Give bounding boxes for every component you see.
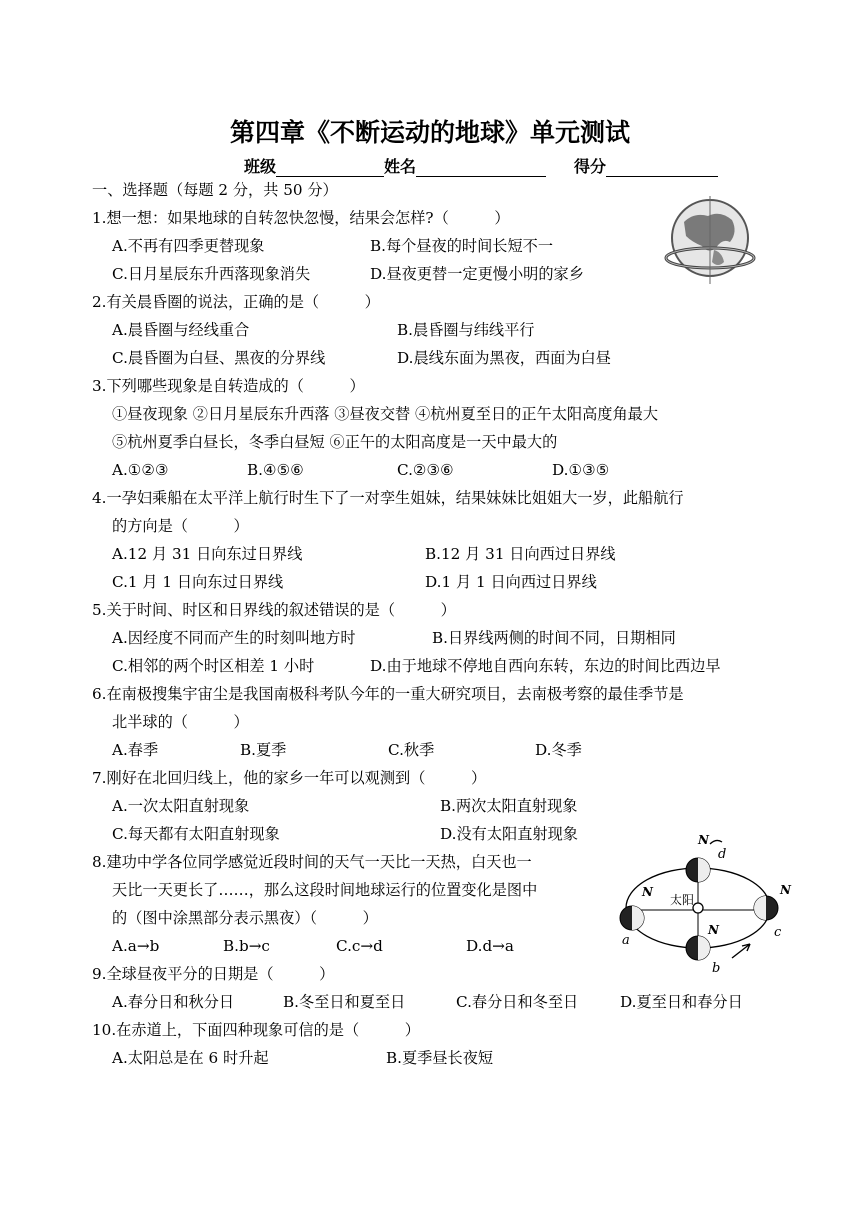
q9-option-b: B.冬至日和夏至日 [283, 993, 406, 1011]
q6-option-c: C.秋季 [388, 741, 435, 759]
q3-option-c: C.②③⑥ [397, 461, 454, 479]
score-blank [606, 160, 718, 177]
question-6: 6.在南极搜集宇宙尘是我国南极科考队今年的一重大研究项目，去南极考察的最佳季节是 [92, 685, 684, 703]
question-10: 10.在赤道上，下面四种现象可信的是（ ） [92, 1021, 420, 1039]
section-heading: 一、选择题（每题 2 分，共 50 分） [92, 181, 338, 199]
q5-option-a: A.因经度不同而产生的时刻叫地方时 [112, 629, 356, 647]
q7-option-b: B.两次太阳直射现象 [440, 797, 578, 815]
question-8-cont2: 的（图中涂黑部分表示黑夜）（ ） [112, 909, 378, 927]
question-4-cont: 的方向是（ ） [112, 517, 249, 535]
q4-option-d: D.1 月 1 日向西过日界线 [425, 573, 597, 591]
question-3: 3.下列哪些现象是自转造成的（ ） [92, 377, 365, 395]
sun-label: 太阳 [670, 893, 695, 907]
label-d: d [718, 847, 727, 862]
label-n-a: N [642, 885, 653, 899]
q7-option-d: D.没有太阳直射现象 [440, 825, 578, 843]
q2-option-d: D.晨线东面为黑夜，西面为白昼 [397, 349, 611, 367]
label-n-b: N [708, 923, 719, 937]
q4-option-b: B.12 月 31 日向西过日界线 [425, 545, 616, 563]
question-1: 1.想一想：如果地球的自转忽快忽慢，结果会怎样?（ ） [92, 209, 510, 227]
q4-option-c: C.1 月 1 日向东过日界线 [112, 573, 284, 591]
q10-option-b: B.夏季昼长夜短 [386, 1049, 494, 1067]
q5-option-c: C.相邻的两个时区相差 1 小时 [112, 657, 315, 675]
class-blank [276, 160, 384, 177]
q5-option-d: D.由于地球不停地自西向东转，东边的时间比西边早 [370, 657, 721, 675]
score-label: 得分 [574, 157, 607, 176]
q8-option-b: B.b→c [223, 937, 270, 955]
question-9: 9.全球昼夜平分的日期是（ ） [92, 965, 335, 983]
q6-option-b: B.夏季 [240, 741, 287, 759]
q9-option-c: C.春分日和冬至日 [456, 993, 579, 1011]
q6-option-d: D.冬季 [535, 741, 582, 759]
q3-statements-2: ⑤杭州夏季白昼长，冬季白昼短 ⑥正午的太阳高度是一天中最大的 [112, 433, 558, 451]
earth-orbit-diagram [614, 830, 804, 982]
q2-option-b: B.晨昏圈与纬线平行 [397, 321, 535, 339]
question-2: 2.有关晨昏圈的说法，正确的是（ ） [92, 293, 380, 311]
question-8: 8.建功中学各位同学感觉近段时间的天气一天比一天热，白天也一 [92, 853, 532, 871]
label-n-c: N [780, 883, 791, 897]
student-info-line [244, 154, 718, 177]
q1-option-a: A.不再有四季更替现象 [112, 237, 265, 255]
q4-option-a: A.12 月 31 日向东过日界线 [112, 545, 303, 563]
name-label: 姓名 [384, 157, 417, 176]
q8-option-d: D.d→a [466, 937, 514, 955]
page-title: 第四章《不断运动的地球》单元测试 [229, 118, 630, 147]
q7-option-a: A.一次太阳直射现象 [112, 797, 250, 815]
q3-statements-1: ①昼夜现象 ②日月星辰东升西落 ③昼夜交替 ④杭州夏至日的正午太阳高度角最大 [112, 405, 659, 423]
question-5: 5.关于时间、时区和日界线的叙述错误的是（ ） [92, 601, 456, 619]
q1-option-b: B.每个昼夜的时间长短不一 [370, 237, 554, 255]
question-4: 4.一孕妇乘船在太平洋上航行时生下了一对孪生姐妹，结果妹妹比姐姐大一岁，此船航行 [92, 489, 684, 507]
q9-option-d: D.夏至日和春分日 [620, 993, 743, 1011]
label-n-d: N [698, 833, 709, 847]
name-blank [416, 160, 546, 177]
q7-option-c: C.每天都有太阳直射现象 [112, 825, 280, 843]
q1-option-d: D.昼夜更替一定更慢小明的家乡 [370, 265, 584, 283]
label-c: c [774, 925, 782, 940]
q1-option-c: C.日月星辰东升西落现象消失 [112, 265, 311, 283]
label-b: b [712, 961, 721, 976]
q8-option-a: A.a→b [112, 937, 160, 955]
question-7: 7.刚好在北回归线上，他的家乡一年可以观测到（ ） [92, 769, 487, 787]
label-a: a [622, 933, 630, 948]
q3-option-a: A.①②③ [112, 461, 169, 479]
question-6-cont: 北半球的（ ） [112, 713, 249, 731]
globe-image [662, 192, 758, 288]
q3-option-d: D.①③⑤ [552, 461, 610, 479]
q3-option-b: B.④⑤⑥ [247, 461, 304, 479]
q5-option-b: B.日界线两侧的时间不同，日期相同 [432, 629, 676, 647]
q2-option-a: A.晨昏圈与经线重合 [112, 321, 250, 339]
question-8-cont: 天比一天更长了……，那么这段时间地球运行的位置变化是图中 [112, 881, 538, 899]
q8-option-c: C.c→d [336, 937, 383, 955]
q6-option-a: A.春季 [112, 741, 159, 759]
q9-option-a: A.春分日和秋分日 [112, 993, 235, 1011]
q10-option-a: A.太阳总是在 6 时升起 [112, 1049, 269, 1067]
q2-option-c: C.晨昏圈为白昼、黑夜的分界线 [112, 349, 326, 367]
class-label: 班级 [244, 157, 277, 176]
